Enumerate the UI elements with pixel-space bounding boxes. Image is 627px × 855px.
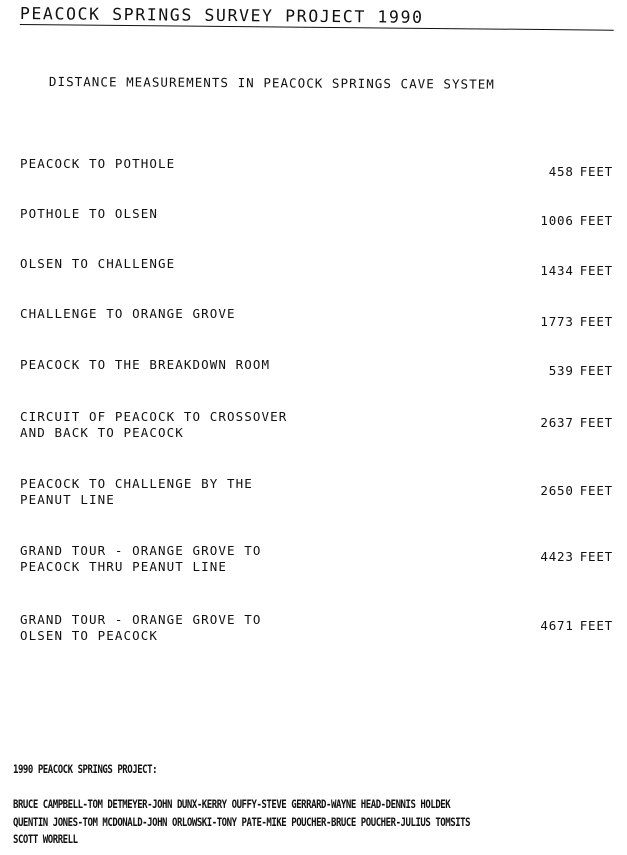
route-label: [20, 543, 262, 575]
route-label-line: PEACOCK TO POTHOLE: [20, 156, 176, 171]
footer-credits-line: BRUCE CAMPBELL-TOM DETMEYER-JOHN DUNX-KERRY OUFFY-STEVE GERRARD-WAYNE HEAD-DENNIS HOLDEK: [13, 799, 451, 812]
distance-value: [549, 164, 613, 179]
distance-unit: FEET: [579, 618, 613, 633]
distance-value: [549, 363, 613, 378]
route-label-line: GRAND TOUR - ORANGE GROVE TO: [20, 612, 262, 627]
distance-value: [540, 549, 613, 564]
distance-unit: FEET: [579, 263, 613, 278]
route-label: [20, 256, 175, 272]
distance-unit: FEET: [579, 549, 613, 564]
distance-value: [540, 213, 613, 228]
distance-unit: FEET: [579, 483, 613, 498]
route-label-line: PEACOCK TO THE BREAKDOWN ROOM: [20, 357, 271, 372]
distance-value: [540, 618, 613, 633]
distance-value: [540, 314, 613, 329]
distance-value: [540, 415, 613, 430]
distance-number: 4423: [540, 549, 574, 564]
route-label-line: POTHOLE TO OLSEN: [20, 206, 159, 221]
route-label: [20, 206, 158, 222]
distance-unit: FEET: [579, 164, 613, 179]
route-label-line: CHALLENGE TO ORANGE GROVE: [20, 306, 236, 321]
route-label: [20, 156, 175, 172]
route-label: [20, 612, 262, 644]
footer-credits-line: SCOTT WORRELL: [13, 834, 78, 847]
document-title: PEACOCK SPRINGS SURVEY PROJECT 1990: [20, 4, 614, 31]
distance-number: 1006: [540, 213, 574, 228]
distance-number: 1434: [540, 263, 574, 278]
route-label-line: GRAND TOUR - ORANGE GROVE TO: [20, 543, 262, 558]
distance-number: 458: [548, 164, 574, 179]
distance-unit: FEET: [579, 363, 613, 378]
distance-number: 539: [548, 363, 574, 378]
route-label-line: OLSEN TO CHALLENGE: [20, 256, 176, 271]
route-label-line: CIRCUIT OF PEACOCK TO CROSSOVER: [20, 409, 288, 424]
route-label-line: PEANUT LINE: [20, 492, 115, 507]
footer-heading: 1990 PEACOCK SPRINGS PROJECT:: [13, 764, 158, 777]
distance-value: [540, 483, 613, 498]
route-label-line: PEACOCK THRU PEANUT LINE: [20, 559, 228, 574]
route-label: [20, 306, 236, 322]
route-label-line: AND BACK TO PEACOCK: [20, 425, 184, 440]
distance-number: 1773: [540, 314, 574, 329]
distance-number: 2637: [540, 415, 574, 430]
route-label-line: PEACOCK TO CHALLENGE BY THE: [20, 476, 253, 491]
document-subtitle: DISTANCE MEASUREMENTS IN PEACOCK SPRINGS CAVE SYSTEM: [48, 74, 495, 92]
distance-value: [540, 263, 613, 278]
route-label-line: OLSEN TO PEACOCK: [20, 628, 159, 643]
distance-number: 4671: [540, 618, 574, 633]
distance-number: 2650: [540, 483, 574, 498]
distance-unit: FEET: [579, 314, 613, 329]
distance-unit: FEET: [579, 415, 613, 430]
footer-credits-line: QUENTIN JONES-TOM MCDONALD-JOHN ORLOWSKI-TONY PATE-MIKE POUCHER-BRUCE POUCHER-JULIUS TOMSITS: [13, 817, 471, 830]
route-label: [20, 476, 253, 508]
distance-unit: FEET: [579, 213, 613, 228]
route-label: [20, 409, 287, 441]
route-label: [20, 357, 270, 373]
